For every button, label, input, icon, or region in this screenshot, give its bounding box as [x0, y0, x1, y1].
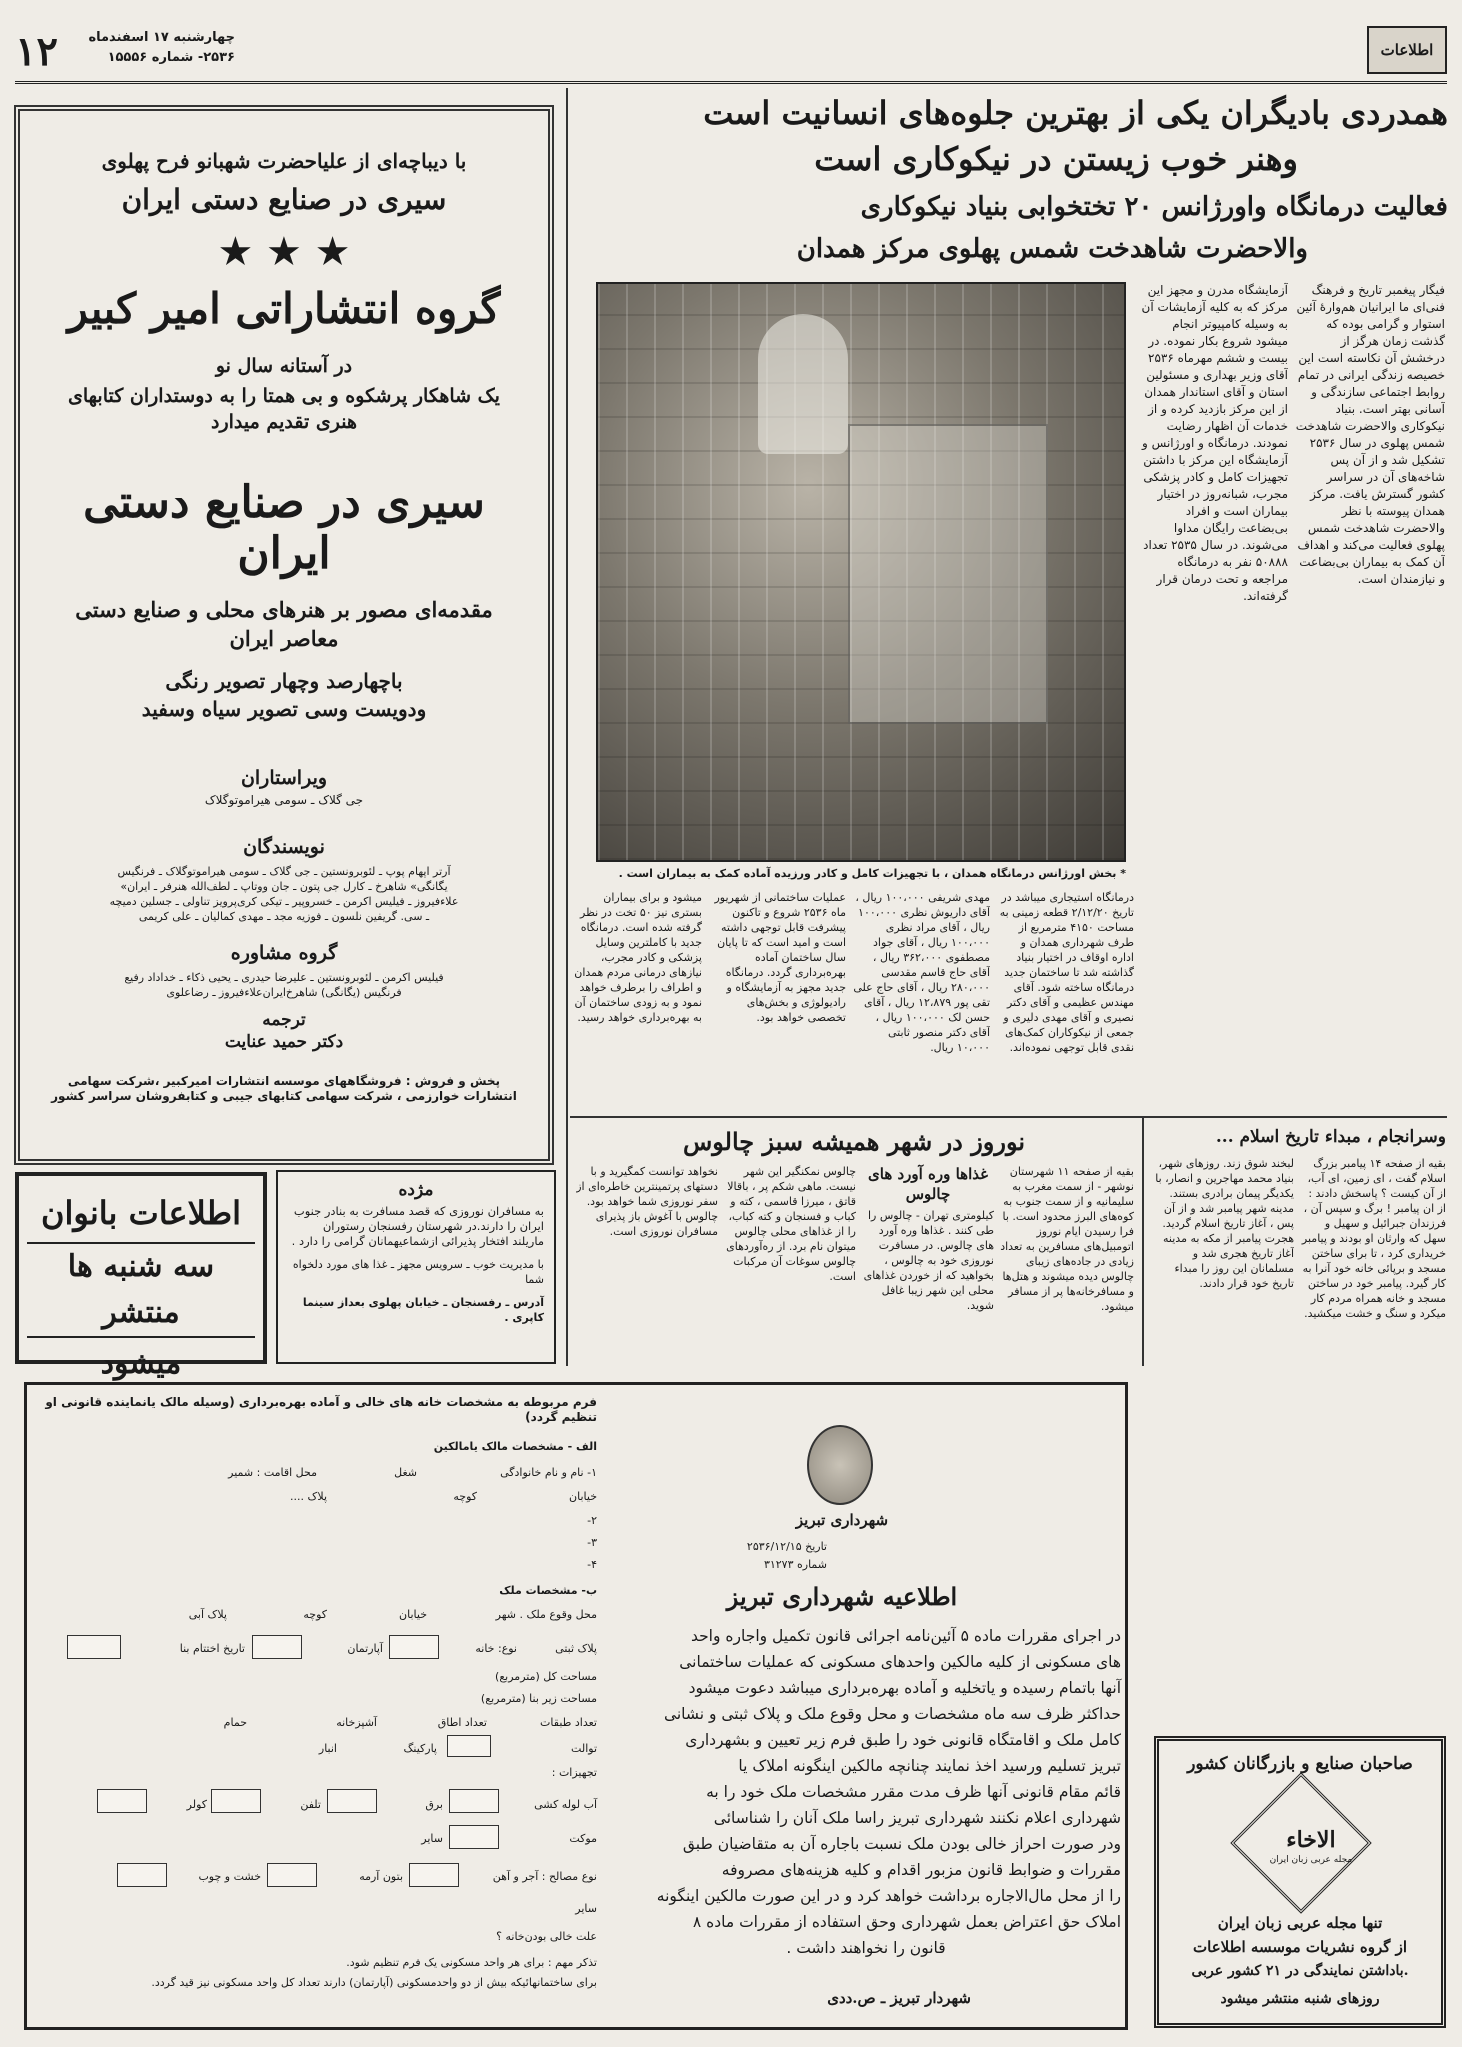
notice-body-line-5: کامل ملک و اقامتگاه قانونی خود را طبق فرم زیر تعیین و بشهرداری: [685, 1731, 1121, 1749]
elkha-logo-sub: مجله عربی زبان ایران: [1269, 1855, 1353, 1866]
article-column-2: آزمایشگاه مدرن و مجهز این مرکز که به کلیه آزمایشات آن به وسیله کامپیوتر انجام میشود شروع بکار نموده. در بیست و ششم مهرماه ۲۵۳۶ آقای وزیر بهداری و مسئولین استان و آقای استاندار همدان از این مرکز بازدید کرده و از خدمات آن اظهار رضایت نمودند. درمانگاه و اورژانس و آزمایشگاه این مرکز با داشتن تجهیزات کامل و کادر پزشکی مجرب، شبانه‌روز در اختیار بیماران است و افراد بی‌بضاعت رایگان مداوا می‌شوند. در سال ۲۵۳۵ تعداد ۵۰۸۸۸ نفر به درمانگاه مراجعه و تحت درمان قرار گرفته‌اند.: [1141, 283, 1288, 603]
form-title: فرم مربوطه به مشخصات خانه های خالی و آماده بهره‌برداری (وسیله مالک یانماینده قانونی او تنظیم گردد): [45, 1395, 597, 1424]
form-other-label: سایر: [421, 1832, 443, 1845]
form-house-box[interactable]: [389, 1635, 439, 1659]
form-type-label: نوع: خانه: [475, 1642, 517, 1655]
ad-offer-2: هنری تقدیم میدارد: [211, 411, 357, 433]
elkha-line-2: از گروه نشریات موسسه اطلاعات: [1193, 1938, 1407, 1956]
islam-headline: وسرانجام ، مبداء تاریخ اسلام ...: [1215, 1127, 1446, 1147]
article-column-1: فیگار پیغمبر تاریخ و فرهنگ فنی‌ای ما ایرانیان هم‌وارهٔ آئین استوار و گرامی بوده که گذشت زمان هرگز از درخشش آن نکاسته است این خصیصه زندگی ایرانی در تمام روابط اجتماعی سازندگی و آسانی بهتر است. بنیاد نیکوکاری والاحضرت شاهدخت شمس پهلوی در سال ۲۵۳۶ تشکیل شد و از آن پس شاخه‌های آن در سراسر کشور گسترش یافت. مرکز همدان پیوسته با نظر والاحضرت شاهدخت شمس پهلوی فعالیت می‌کند و اهداف آن کمک به بیماران بی‌بضاعت و نیازمندان است.: [1295, 283, 1445, 586]
elkha-ad: [1154, 1736, 1446, 2028]
elkha-logo: [1230, 1772, 1371, 1913]
notice-body-line-8: شهرداری اعلام نکنند شهرداری تبریز راسا ملک آنان را شناسائی: [713, 1809, 1121, 1827]
ad-offer-1: یک شاهکار پرشکوه و بی همتا را به دوستداران کتابهای: [68, 385, 500, 407]
ad-authors-3: علاءفیروز ـ فیلیس اکرمن ـ خسروپیر ـ تیکی کری‌پرویز تناولی ـ جسلین دمیچه: [109, 895, 459, 908]
form-location-label: محل وقوع ملک . شهر: [495, 1608, 597, 1621]
form-electric-label: برق: [425, 1798, 443, 1811]
notice-date: تاریخ ۲۵۳۶/۱۲/۱۵: [746, 1540, 827, 1553]
form-regplate-label: پلاک ثبتی: [555, 1642, 597, 1655]
form-brickwood-label: خشت و چوب: [198, 1870, 261, 1883]
form-carpet-label: موکت: [569, 1832, 597, 1845]
elkha-line-3: باداشتن نمایندگی در ۲۱ کشور عربی.: [1191, 1963, 1409, 1979]
ad-authors-1: آرتر اپهام پوپ ـ لئوبرونستین ـ جی گلاک ـ سومی هیراموتوگلاک ـ فرنگیس: [117, 865, 451, 878]
mozhdeh-ad: [276, 1170, 556, 1364]
municipality-name: شهرداری تبریز: [795, 1511, 889, 1529]
elkha-line-4: روزهای شنبه منتشر میشود: [1220, 1991, 1380, 2007]
ad-desc-2: معاصر ایران: [229, 626, 339, 651]
ad-translation-head: ترجمه: [262, 1010, 306, 1030]
notice-body-line-13: قانون را نخواهند داشت .: [786, 1939, 946, 1957]
banovan-line-3: میشود: [100, 1346, 182, 1381]
form-rooms-label: تعداد اطاق: [437, 1716, 487, 1729]
issue-line: ۲۵۳۶- شماره ۱۵۵۵۶: [107, 50, 235, 65]
ad-threshold: در آستانه سال نو: [215, 355, 353, 377]
form-built-box[interactable]: [67, 1635, 121, 1659]
form-plaque-label: پلاک ....: [290, 1490, 327, 1503]
chalous-column-1: بقیه از صفحه ۱۱ شهرستان نوشهر - از سمت مغرب به سلیمانیه و از سمت جنوب به کوه‌های البرز محدود است. با فرا رسیدن ایام نوروز اتومبیل‌های مسافرین به تعداد زیادی در جاده‌های زیبای چالوس دیده میشوند و هتل‌ها و مسافرخانه‌ها پر از مسافر میشود.: [1000, 1165, 1134, 1313]
notice-title: اطلاعیه شهرداری تبریز: [726, 1582, 958, 1611]
logo-text: اطلاعات: [1380, 41, 1434, 59]
form-brickwood-box[interactable]: [117, 1863, 167, 1887]
ad-images-1: باچهارصد وچهار تصویر رنگی: [165, 669, 403, 693]
ad-translator: دکتر حمید عنایت: [224, 1032, 344, 1052]
article-column-6: میشود و برای بیماران بستری نیز ۵۰ تخت در نظر گرفته شده است. درمانگاه جدید با کاملترین وسایل پزشکی و کادر مجرب، نیازهای درمانی مردم همدان و اطراف را برطرف خواهد نمود و به زودی ساختمان آن به بهره‌برداری خواهد رسید.: [574, 891, 702, 1024]
form-materials-label: نوع مصالح : آجر و آهن: [492, 1870, 597, 1883]
form-row-3: ۳-: [587, 1536, 597, 1549]
article-subhead-1: فعالیت درمانگاه واورژانس ۲۰ تختخوابی بنیاد نیکوکاری: [860, 192, 1448, 222]
form-concrete-box[interactable]: [267, 1863, 317, 1887]
notice-body: [611, 1623, 1121, 1961]
mozhdeh-title: مژده: [398, 1180, 434, 1200]
chalous-subhead: غذاها وره آورد های چالوس: [868, 1165, 988, 1203]
form-toilet-box[interactable]: [447, 1735, 491, 1757]
form-concrete-label: بتون آرمه: [359, 1870, 403, 1883]
chalous-column-2: [862, 1164, 994, 1364]
chalous-column-3: چالوس نمکنگیر این شهر نیست. ماهی شکم پر ، باقالا قاتق ، میرزا قاسمی ، کته و کباب و فسنجان و کته کباب، را از غذاهای محلی چالوس میتوان نام برد. از ره‌آوردهای چالوس سوغات آن مرکبات است.: [726, 1165, 856, 1283]
notice-body-line-12: املاک حق اعتراض بعمل شهرداری وحق استفاده از مقررات ماده ۸: [692, 1913, 1121, 1931]
form-reason-label: علت خالی بودن‌خانه ؟: [496, 1930, 597, 1943]
form-carpet-box[interactable]: [449, 1825, 499, 1849]
ad-editors-head: ویراستاران: [240, 767, 328, 789]
form-brick-box[interactable]: [409, 1863, 459, 1887]
elkha-headline: صاحبان صنایع و بازرگانان کشور: [1187, 1754, 1413, 1774]
form-cooler-label: کولر: [186, 1798, 207, 1811]
notice-body-line-11: را از محل مال‌الاجاره برداشت خواهد کرد و در این صورت مالکین اینگونه: [656, 1887, 1121, 1905]
ad-advisors-2: فرنگیس (یگانگی) شاهرخ‌ایران‌علاءفیروز ـ رضاعلوی: [166, 986, 402, 999]
ad-title-big: سیری در صنایع دستی ایران: [83, 477, 485, 579]
article-photo: [596, 282, 1126, 862]
form-area-label: مساحت کل (مترمربع): [495, 1670, 597, 1683]
date-line: چهارشنبه ۱۷ اسفندماه: [88, 30, 235, 45]
form-toilet-label: توالت: [571, 1742, 597, 1755]
notice-body-line-3: آنها باتمام رسیده و یاتخلیه و آماده بهره‌برداری میباشد دعوت میشود: [688, 1679, 1121, 1697]
article-headline-2: وهنر خوب زیستن در نیکوکاری است: [814, 140, 1298, 178]
form-other2-label: سایر: [575, 1902, 597, 1915]
ad-authors-4: ـ سی. گریفین نلسون ـ فوزیه مجد ـ مهدی کمالیان ـ علی کریمی: [138, 910, 430, 923]
notice-body-line-7: قائم مقام قانونی آنها ظرف مدت مقرر مشخصات ملک خود را به: [706, 1783, 1121, 1801]
chalous-headline: نوروز در شهر همیشه سبز چالوس: [682, 1127, 1026, 1156]
ad-desc-1: مقدمه‌ای مصور بر هنرهای محلی و صنایع دستی: [75, 597, 493, 622]
mozhdeh-address: آدرس ـ رفسنجان ـ خیابان پهلوی بعداز سینما کاپری .: [302, 1296, 544, 1324]
article-subhead-2: والاحضرت شاهدخت شمس پهلوی مرکز همدان: [796, 234, 1308, 264]
form-footprint-label: مساحت زیر بنا (مترمربع): [480, 1692, 597, 1705]
photo-figure-shape: [758, 314, 848, 454]
ad-images-2: ودویست وسی تصویر سیاه وسفید: [141, 697, 427, 721]
form-floors-label: تعداد طبقات: [540, 1716, 597, 1729]
islam-column-1: بقیه از صفحه ۱۴ پیامبر بزرگ اسلام گفت ، ای زمین، ای آب، از آن کیست ؟ پاسخش دادند : از ان پیامبر ! برگ و سپس آن ، فرزندان جبرائیل و سهیل و سهل که وارثان او بودند و پیامبر خریداری کرد ، تا برای ساختن مسجد و برپائی خانه خود آنرا به کار گیرد. پیامبر خود در ساختن مسجد و خانه همراه مردم کار میکرد و سنگ و خشت میکشید.: [1301, 1157, 1446, 1320]
ad-authors-head: نویسندگان: [243, 836, 325, 858]
form-cooler-box[interactable]: [97, 1789, 147, 1813]
form-built-label: تاریخ اختتام بنا: [179, 1642, 245, 1655]
notice-body-line-1: در اجرای مقررات ماده ۵ آئین‌نامه اجرائی قانون تکمیل واجاره واحد: [690, 1627, 1121, 1645]
form-alley-label: کوچه: [453, 1490, 477, 1503]
article-column-4: مهدی شریفی ۱۰۰،۰۰۰ ریال ، آقای داریوش نظری ۱۰۰،۰۰۰ ریال ، آقای مراد نظری ۱۰۰،۰۰۰ ریال ، آقای جواد مصطفوی ۳۶۲،۰۰۰ ریال ، آقای حاج قاسم مقدسی ۲۸۰،۰۰۰ ریال ، آقای حاج علی تقی پور ۱۲،۸۷۹ ریال ، آقای حسن لک ۱۰۰،۰۰۰ ریال ، آقای دکتر منصور ثابتی ۱۰،۰۰۰ ریال.: [853, 891, 990, 1054]
chalous-column-2-text: کیلومتری تهران - چالوس را طی کنند . غذاها وره آورد های چالوس. در مسافرت نوروزی خود به چالوس ، بخواهید که از خوردن غذاهای محلی این شهر زیبا غافل شوید.: [863, 1209, 994, 1312]
form-apartment-label: آپارتمان: [347, 1642, 383, 1655]
mozhdeh-service: با مدیریت خوب ـ سرویس مجهز ـ غذا های مورد دلخواه شما: [292, 1258, 544, 1286]
form-note-1: تذکر مهم : برای هر واحد مسکونی یک فرم تنظیم شود.: [346, 1956, 597, 1969]
notice-body-line-2: های مسکونی از کلیه مالکین واحدهای مسکونی که عملیات ساختمانی: [679, 1653, 1121, 1671]
ad-distribution-1: پخش و فروش : فروشگاههای موسسه انتشارات امیرکبیر ،شرکت سهامی: [67, 1074, 501, 1088]
form-bath-label: حمام: [223, 1716, 247, 1729]
form-pipedwater-label: آب لوله کشی: [534, 1798, 597, 1811]
ad-publisher: گروه انتشاراتی امیر کبیر: [67, 284, 501, 333]
banovan-line-1: اطلاعات بانوان: [40, 1194, 242, 1232]
form-blueplate-label: پلاک آبی: [188, 1608, 227, 1621]
amirkabir-ad: [14, 105, 554, 1165]
newspaper-logo: [1367, 26, 1447, 74]
photo-caption: * بخش اورژانس درمانگاه همدان ، با تجهیزات کامل و کادر ورزیده آماده کمک به بیماران است .: [618, 867, 1126, 880]
mozhdeh-body: به مسافران نوروزی که قصد مسافرت به بنادر جنوب ایران را دارند.در شهرستان رفسنجان رستوران ماریلند افتخار پذیرائی ازشماعیهمانان گرامی را دارد .: [291, 1204, 544, 1248]
chalous-column-4: نخواهد توانست کمگیرید و با دستهای پرتمینترین خاطره‌ای از سفر نوروزی شما خواهد بود. چالوس با آغوش باز پذیرای مسافران نوروزی است.: [576, 1165, 718, 1238]
form-equipment-label: تجهیزات :: [551, 1766, 597, 1779]
ad-advisors-1: فیلیس اکرمن ـ لئوبرونستین ـ علیرضا حیدری ـ یحیی ذکاء ـ خداداد رفیع: [124, 971, 444, 984]
article-headline-1: همدردی بادیگران یکی از بهترین جلوه‌های انسانیت است: [703, 94, 1448, 132]
ad-title-small: سیری در صنایع دستی ایران: [121, 183, 447, 216]
form-kitchen-label: آشپزخانه: [336, 1716, 377, 1729]
tabriz-notice: [24, 1382, 1128, 2030]
municipality-seal-icon: [807, 1425, 873, 1505]
page-number: ۱۲: [15, 28, 58, 75]
form-electric-box[interactable]: [327, 1789, 377, 1813]
form-phone-label: تلفن: [300, 1798, 321, 1811]
story-divider-vertical: [1142, 1118, 1144, 1366]
form-parking-label: پارکینگ: [403, 1742, 437, 1755]
form-section-a: الف - مشخصات مالک یامالکین: [433, 1440, 597, 1453]
form-alley2-label: کوچه: [303, 1608, 327, 1621]
star-icons: ★ ★ ★: [217, 229, 351, 275]
form-name-label: ۱- نام و نام خانوادگی: [500, 1466, 597, 1479]
islam-column-2: لبخند شوق زند. روزهای شهر، بنیاد محمد مهاجرین و انصار، با یکدیگر پیمان برادری بستند. مدینه شهر پیامبر شد و از آن پس ، آغاز تاریخ اسلام گردید. هجرت پیامبر از مکه به مدینه آغاز تاریخ هجری شد و مسلمانان این روز را مبداء تاریخ خود قرار دادند.: [1155, 1157, 1294, 1290]
form-street-label: خیابان: [569, 1490, 597, 1503]
notice-body-line-9: ودر صورت احراز خالی بودن ملک نسبت باجاره آن به متقاضیان طبق: [682, 1835, 1121, 1853]
photo-cabinet-shape: [848, 424, 1048, 724]
notice-body-line-6: تبریز تسلیم ورسید اخذ نمایند چنانچه مالکین اینگونه املاک یا: [738, 1757, 1121, 1775]
article-column-3: درمانگاه استیجاری میباشد در تاریخ ۲/۱۲/۲۰ قطعه زمینی به مساحت ۴۱۵۰ مترمربع از طرف شهرداری همدان و اداره اوقاف در اختیار بنیاد گذاشته شد تا ساختمان جدید درمانگاه ساخته شود. آقای مهندس عظیمی و آقای دکتر نصیری و آقای مهدی دلیری و جمعی از نیکوکاران کمک‌های نقدی قابل توجهی نموده‌اند.: [999, 891, 1134, 1054]
form-section-b: ب- مشخصات ملک: [499, 1584, 597, 1597]
page-header: [15, 22, 1447, 84]
ad-distribution-2: انتشارات خوارزمی ، شرکت سهامی کتابهای جیبی و کتابفروشان سراسر کشور: [51, 1089, 517, 1103]
form-apartment-box[interactable]: [252, 1635, 302, 1659]
form-pipedwater-box[interactable]: [449, 1789, 499, 1813]
story-divider: [570, 1116, 1447, 1118]
form-residence-label: محل اقامت : شمیر: [228, 1466, 317, 1479]
column-divider: [566, 88, 568, 1366]
notice-body-line-10: مقررات و ضوابط قانون مزبور اقدام و کلیه هزینه‌های مصروفه: [721, 1861, 1121, 1879]
form-row-2: ۲-: [587, 1514, 597, 1527]
form-phone-box[interactable]: [211, 1789, 261, 1813]
form-street2-label: خیابان: [399, 1608, 427, 1621]
ad-authors-2: «یگانگی» شاهرخ ـ کارل جی پتون ـ جان ووتاپ ـ لطف‌الله هنرفر ـ ایران: [120, 880, 448, 893]
notice-signature: شهردار تبریز ـ ص.ددی: [827, 1989, 971, 2007]
form-storage-label: انبار: [318, 1742, 337, 1755]
elkha-line-1: تنها مجله عربی زبان ایران: [1217, 1914, 1383, 1932]
ad-advisors-head: گروه مشاوره: [230, 942, 338, 964]
notice-number: شماره ۳۱۲۷۳: [763, 1558, 827, 1571]
form-row-4: ۴-: [587, 1558, 597, 1571]
notice-body-line-4: حداکثر ظرف سه ماه مشخصات و محل وقوع ملک و پلاک ثبتی و نشانی: [663, 1705, 1121, 1723]
ad-intro: با دیباچه‌ای از علیاحضرت شهبانو فرح پهلوی: [101, 149, 467, 173]
banovan-line-2: سه شنبه ها منتشر: [27, 1242, 255, 1338]
form-job-label: شغل: [394, 1466, 417, 1479]
ad-editors: جی گلاک ـ سومی هیراموتوگلاک: [204, 793, 364, 807]
form-note-2: برای ساختمانهائیکه بیش از دو واحدمسکونی (آپارتمان) دارند تعداد کل واحد مسکونی نیز قید گردد.: [151, 1976, 597, 1989]
article-column-5: عملیات ساختمانی از شهریور ماه ۲۵۳۶ شروع و تاکنون پیشرفت قابل توجهی داشته است و امید است که تا پایان سال ساختمان آماده بهره‌برداری گردد. درمانگاه جدید مجهز به آزمایشگاه و رادیولوژی و بخش‌های تخصصی خواهد بود.: [714, 891, 846, 1024]
elkha-logo-word: الاخاء: [1286, 1827, 1336, 1854]
banovan-ad: [15, 1172, 267, 1381]
